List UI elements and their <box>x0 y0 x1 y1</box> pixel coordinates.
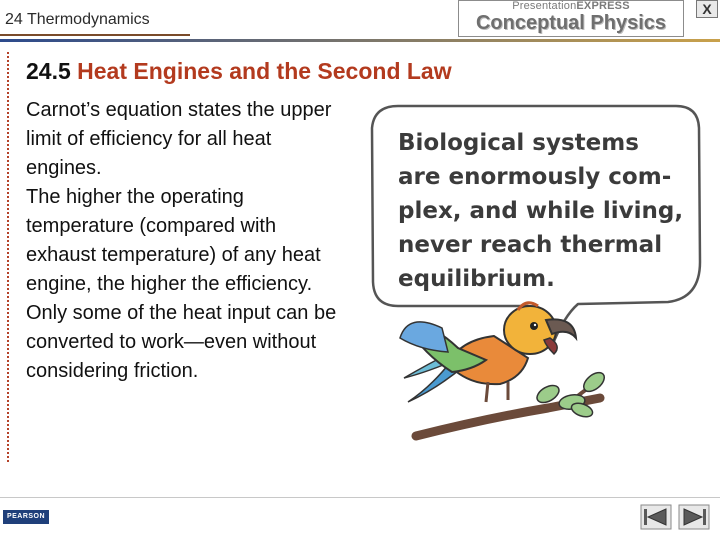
slide-title-text: Heat Engines and the Second Law <box>70 58 452 84</box>
previous-slide-button[interactable] <box>640 504 672 530</box>
parrot-illustration <box>400 303 608 436</box>
previous-slide-icon <box>641 505 671 529</box>
header-bar <box>0 0 720 40</box>
left-dotted-margin <box>7 52 9 462</box>
chapter-underline <box>0 34 190 36</box>
slide-title <box>26 58 452 85</box>
next-slide-icon <box>679 505 709 529</box>
bubble-line: equilibrium. <box>398 266 555 292</box>
footer-divider <box>0 497 720 498</box>
slide-title-number: 24.5 <box>26 58 71 84</box>
brand-subtitle <box>459 0 683 12</box>
close-icon: X <box>702 1 712 17</box>
chapter-label: 24 Thermodynamics <box>5 11 150 28</box>
header-accent-bar <box>0 39 720 42</box>
brand-subtitle-light: Presentation <box>512 0 577 12</box>
bubble-line: Biological systems <box>398 130 639 156</box>
brand-title: Conceptual Physics <box>475 12 667 34</box>
brand-subtitle-bold: EXPRESS <box>576 0 630 12</box>
slide-body <box>26 96 351 386</box>
brand-logo <box>458 0 684 37</box>
pearson-logo: PEARSON <box>3 510 49 524</box>
bubble-line: are enormously com- <box>398 164 672 190</box>
close-button[interactable] <box>696 0 718 18</box>
bubble-line: plex, and while living, <box>398 198 684 224</box>
next-slide-button[interactable] <box>678 504 710 530</box>
body-paragraph: Only some of the heat input can be converted to work—even without considering friction. <box>26 302 337 382</box>
body-paragraph: Carnot’s equation states the upper limit of efficiency for all heat engines. <box>26 99 332 179</box>
body-paragraph: The higher the operating temperature (compared with exhaust temperature) of any heat engine, the higher the efficiency. <box>26 186 321 295</box>
bubble-line: never reach thermal <box>398 232 663 258</box>
speech-bubble-text <box>398 126 688 296</box>
